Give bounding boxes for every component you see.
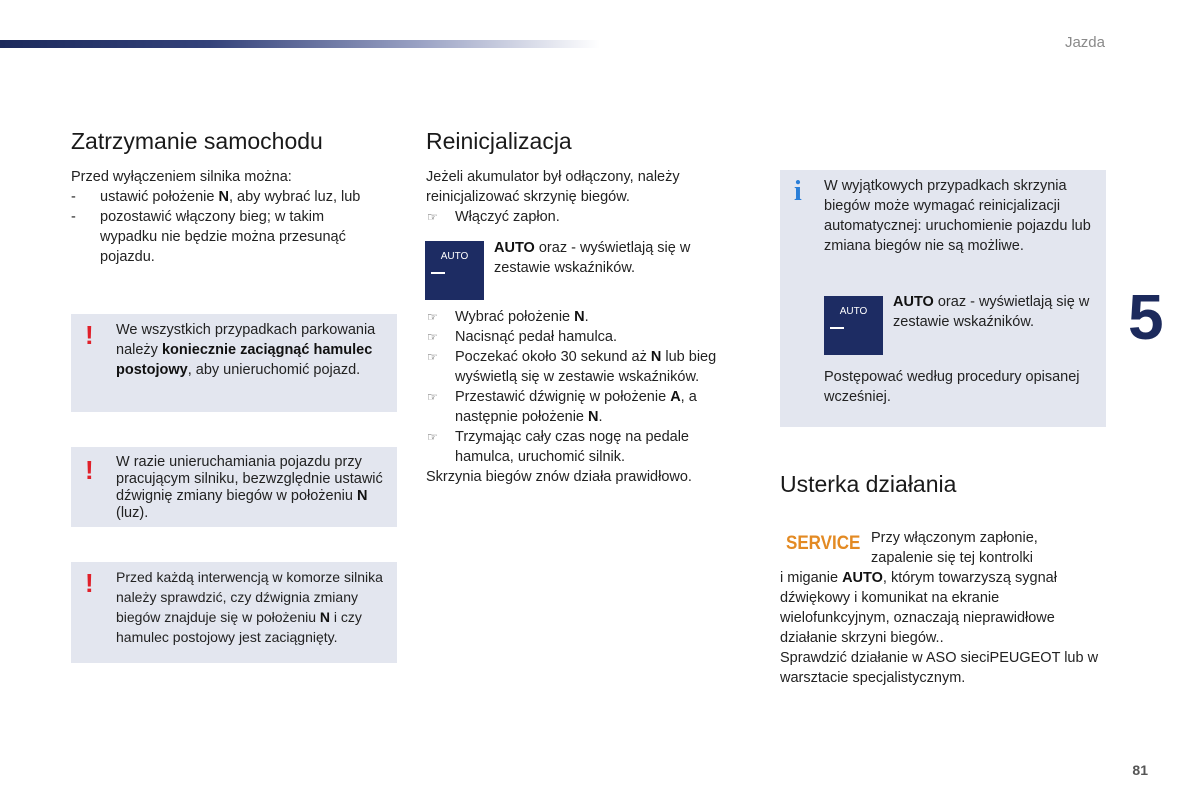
fault-text-3: Sprawdzić działanie w ASO sieciPEUGEOT lub w warsztacie specjalistycznym.	[780, 650, 1099, 686]
procedure-text: Postępować według procedury opisanej wcześniej.	[824, 369, 1080, 405]
section-title-reinit: Reinicjalizacja	[426, 128, 572, 154]
auto-panel-text: AUTO oraz - wyświetlają się w zestawie wskaźników.	[494, 240, 691, 276]
header-gradient-bar	[0, 40, 600, 48]
step-item: ☞ Wybrać położenie N.	[426, 307, 736, 327]
auto-label: AUTO	[839, 306, 868, 317]
info-box-reinit	[780, 170, 1106, 427]
warning-icon: !	[85, 568, 94, 598]
warning-text: Przed każdą interwencją w komorze silnika należy sprawdzić, czy dźwignia zmiany biegów znajduje się w położeniu N i czy hamulec postojowy jest zaciągnięty.	[116, 569, 383, 645]
fault-text-2: i miganie AUTO, którym towarzyszą sygnał dźwiękowy i komunikat na ekranie wielofunkcyjnym, oznaczają nieprawidłowe działanie skrzyni biegów.. Sprawdzić działanie w ASO sieciPEUGEOT lub w warsztacie specjalistycznym.	[780, 570, 1099, 686]
info-text: W wyjątkowych przypadkach skrzynia biegów może wymagać reinicjalizacji automatycznej: uruchomienie pojazdu lub zmiana biegów nie są możliwe.	[824, 178, 1091, 254]
step-item: ☞ Poczekać około 30 sekund aż N lub bieg wyświetlą się w zestawie wskaźników.	[426, 347, 736, 387]
fault-text-1: Przy włączonym zapłonie, zapalenie się tej kontrolki	[871, 530, 1038, 566]
warning-text: W razie unieruchamiania pojazdu przy pracującym silniku, bezwzględnie ustawić dźwignię zmiany biegów w położeniu N (luz).	[116, 454, 383, 521]
service-warning-icon: SERVICE	[786, 531, 861, 554]
list-item: - pozostawić włączony bieg; w takim wypadku nie będzie można przesunąć pojazdu.	[71, 207, 371, 267]
warning-icon: !	[85, 320, 94, 350]
step-item: ☞ Włączyć zapłon.	[426, 207, 726, 227]
neutral-dash-icon	[830, 327, 844, 329]
section-title-fault: Usterka działania	[780, 471, 957, 497]
reinit-outro: Skrzynia biegów znów działa prawidłowo.	[426, 469, 692, 485]
section-label: Jazda	[1064, 34, 1105, 51]
auto-label: AUTO	[440, 251, 469, 262]
reinit-intro-block	[426, 167, 726, 227]
auto-panel-text: AUTO oraz - wyświetlają się w zestawie wskaźników.	[893, 294, 1090, 330]
step-item: ☞ Trzymając cały czas nogę na pedale hamulca, uruchomić silnik.	[426, 427, 736, 467]
auto-indicator-panel	[425, 241, 484, 300]
reinit-intro: Jeżeli akumulator był odłączony, należy reinicjalizować skrzynię biegów.	[426, 169, 680, 205]
warning-box-engine-bay	[71, 562, 397, 663]
warning-box-parking	[71, 314, 397, 412]
list-item: - ustawić położenie N, aby wybrać luz, lub	[71, 187, 371, 207]
warning-icon: !	[85, 455, 94, 485]
auto-indicator-panel	[824, 296, 883, 355]
step-item: ☞ Przestawić dźwignię w położenie A, a następnie położenie N.	[426, 387, 736, 427]
stopping-intro: Przed wyłączeniem silnika można:	[71, 169, 292, 185]
stopping-text	[71, 167, 371, 267]
neutral-dash-icon	[431, 272, 445, 274]
page-number: 81	[1132, 762, 1148, 778]
reinit-steps	[426, 307, 736, 487]
warning-box-engine-running	[71, 447, 397, 527]
chapter-number: 5	[1128, 281, 1164, 353]
section-title-stopping: Zatrzymanie samochodu	[71, 128, 323, 154]
info-icon: i	[794, 176, 802, 207]
warning-text: We wszystkich przypadkach parkowania należy koniecznie zaciągnąć hamulec postojowy, aby unieruchomić pojazd.	[116, 322, 376, 378]
step-item: ☞ Nacisnąć pedał hamulca.	[426, 327, 736, 347]
